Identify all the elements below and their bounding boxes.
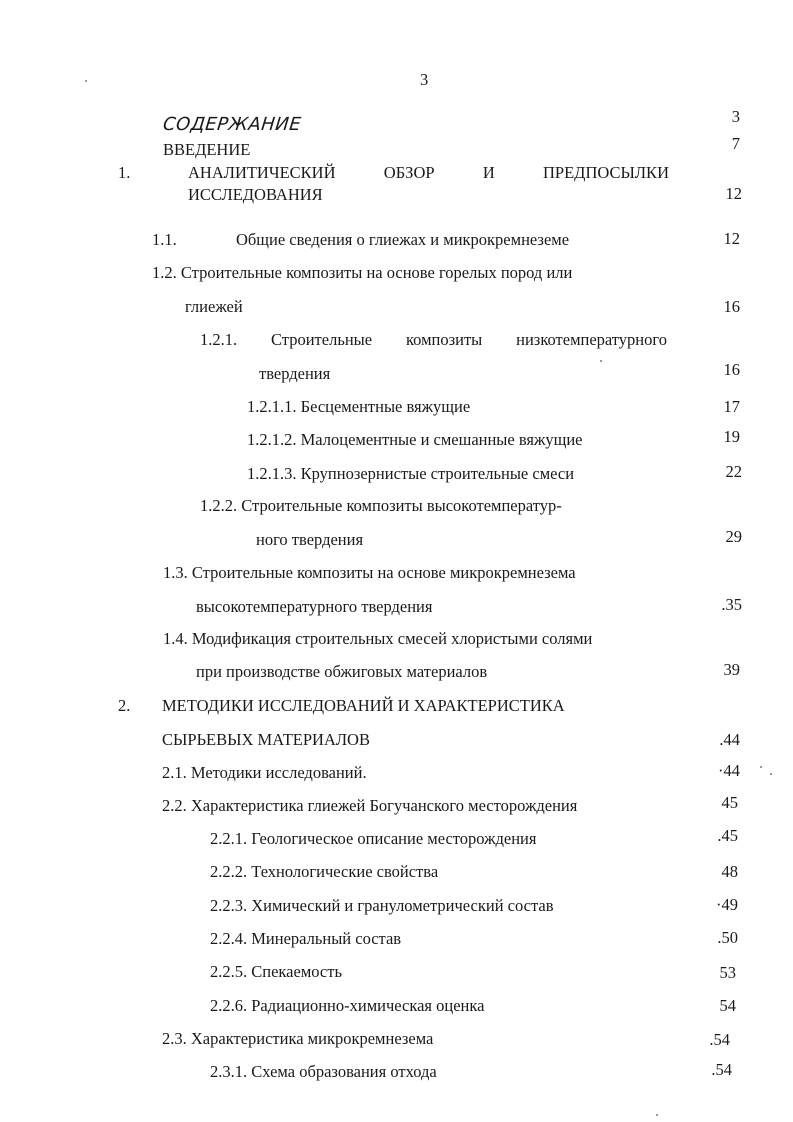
toc-chapter1-title-line1 (188, 163, 669, 183)
toc-chapter2-number: 2. (118, 696, 131, 715)
toc-1-2-2-page: 29 (725, 527, 742, 546)
toc-2-2-6-page: 54 (719, 996, 736, 1015)
page-number: 3 (420, 70, 429, 89)
toc-1-2-1-1-page: 17 (723, 397, 740, 416)
toc-1-2-1-2-page: 19 (723, 427, 740, 446)
toc-1-4-line2: при производстве обжиговых материалов (196, 662, 488, 681)
toc-2-2-1-page: .45 (717, 826, 738, 845)
toc-intro-page: 7 (731, 134, 740, 153)
toc-2-2-6-title: 2.2.6. Радиационно-химическая оценка (210, 996, 485, 1015)
toc-chapter1-title-line2: ИССЛЕДОВАНИЯ (188, 185, 323, 204)
toc-1-2-1-word: композиты (405, 330, 483, 349)
toc-chapter2-page: .44 (719, 730, 740, 749)
toc-2-2-2-title: 2.2.2. Технологические свойства (210, 862, 439, 881)
toc-1-1-number: 1.1. (152, 230, 177, 249)
toc-1-3-page: .35 (721, 595, 742, 614)
scan-speck (600, 360, 602, 362)
toc-1-2-1-2-title: 1.2.1.2. Малоцементные и смешанные вяжущие (247, 430, 583, 449)
toc-2-2-4-title: 2.2.4. Минеральный состав (210, 929, 402, 948)
toc-2-1-page: ·44 (718, 761, 740, 780)
toc-1-2-1-3-page: 22 (725, 462, 742, 481)
toc-2-2-title: 2.2. Характеристика глиежей Богучанского месторождения (162, 796, 578, 815)
toc-1-2-2-line2: ного твердения (256, 530, 364, 549)
toc-1-2-1-line1 (200, 330, 667, 350)
toc-chapter2-line1: МЕТОДИКИ ИССЛЕДОВАНИЙ И ХАРАКТЕРИСТИКА (162, 696, 565, 715)
toc-intro: ВВЕДЕНИЕ (163, 140, 251, 159)
scan-speck (760, 766, 762, 768)
toc-1-2-1-word: низкотемпературного (516, 330, 667, 349)
toc-2-2-5-title: 2.2.5. Спекаемость (210, 962, 342, 981)
toc-chapter1-page: 12 (725, 184, 742, 203)
toc-1-2-line1: 1.2. Строительные композиты на основе горелых пород или (152, 263, 573, 282)
toc-chapter1-word: ОБЗОР (383, 163, 435, 182)
toc-2-3-page: .54 (709, 1030, 730, 1049)
toc-2-2-3-title: 2.2.3. Химический и гранулометрический состав (210, 896, 554, 915)
toc-1-2-1-word: Строительные (271, 330, 373, 349)
toc-2-3-title: 2.3. Характеристика микрокремнезема (162, 1029, 434, 1048)
toc-1-2-1-3-title: 1.2.1.3. Крупнозернистые строительные смеси (247, 464, 575, 483)
scan-speck (85, 80, 87, 82)
toc-1-3-line1: 1.3. Строительные композиты на основе микрокремнезема (163, 563, 576, 582)
toc-2-2-1-title: 2.2.1. Геологическое описание месторождения (210, 829, 537, 848)
toc-1-2-2-line1: 1.2.2. Строительные композиты высокотемператур- (200, 496, 562, 515)
toc-chapter1-word: ПРЕДПОСЫЛКИ (543, 163, 669, 182)
toc-chapter2-line2: СЫРЬЕВЫХ МАТЕРИАЛОВ (162, 730, 370, 749)
toc-1-2-1-word: 1.2.1. (200, 330, 238, 349)
toc-1-2-line2: глиежей (185, 297, 243, 316)
toc-1-2-page: 16 (723, 297, 740, 316)
toc-1-2-1-line2: твердения (259, 364, 331, 383)
toc-1-2-1-1-title: 1.2.1.1. Бесцементные вяжущие (247, 397, 471, 416)
toc-chapter1-word: И (482, 163, 495, 182)
toc-1-1-page: 12 (723, 229, 740, 248)
toc-2-2-5-page: 53 (719, 963, 736, 982)
scan-speck (656, 1114, 658, 1116)
toc-2-3-1-page: .54 (711, 1060, 732, 1079)
toc-2-2-page: 45 (721, 793, 738, 812)
toc-2-2-3-page: ·49 (716, 895, 738, 914)
toc-2-1-title: 2.1. Методики исследований. (162, 763, 367, 782)
toc-1-4-page: 39 (723, 660, 740, 679)
toc-1-2-1-page: 16 (723, 360, 740, 379)
toc-chapter1-word: АНАЛИТИЧЕСКИЙ (188, 163, 336, 182)
toc-2-2-2-page: 48 (721, 862, 738, 881)
toc-1-1-title: Общие сведения о глиежах и микрокремнеземе (236, 230, 570, 249)
toc-2-2-4-page: .50 (717, 928, 738, 947)
toc-1-4-line1: 1.4. Модификация строительных смесей хлористыми солями (163, 629, 593, 648)
toc-2-3-1-title: 2.3.1. Схема образования отхода (210, 1062, 437, 1081)
toc-heading: СОДЕРЖАНИЕ (161, 114, 303, 135)
scan-speck (770, 773, 772, 775)
toc-1-3-line2: высокотемпературного твердения (196, 597, 433, 616)
toc-chapter1-number: 1. (118, 163, 131, 182)
toc-heading-page: 3 (731, 107, 740, 126)
